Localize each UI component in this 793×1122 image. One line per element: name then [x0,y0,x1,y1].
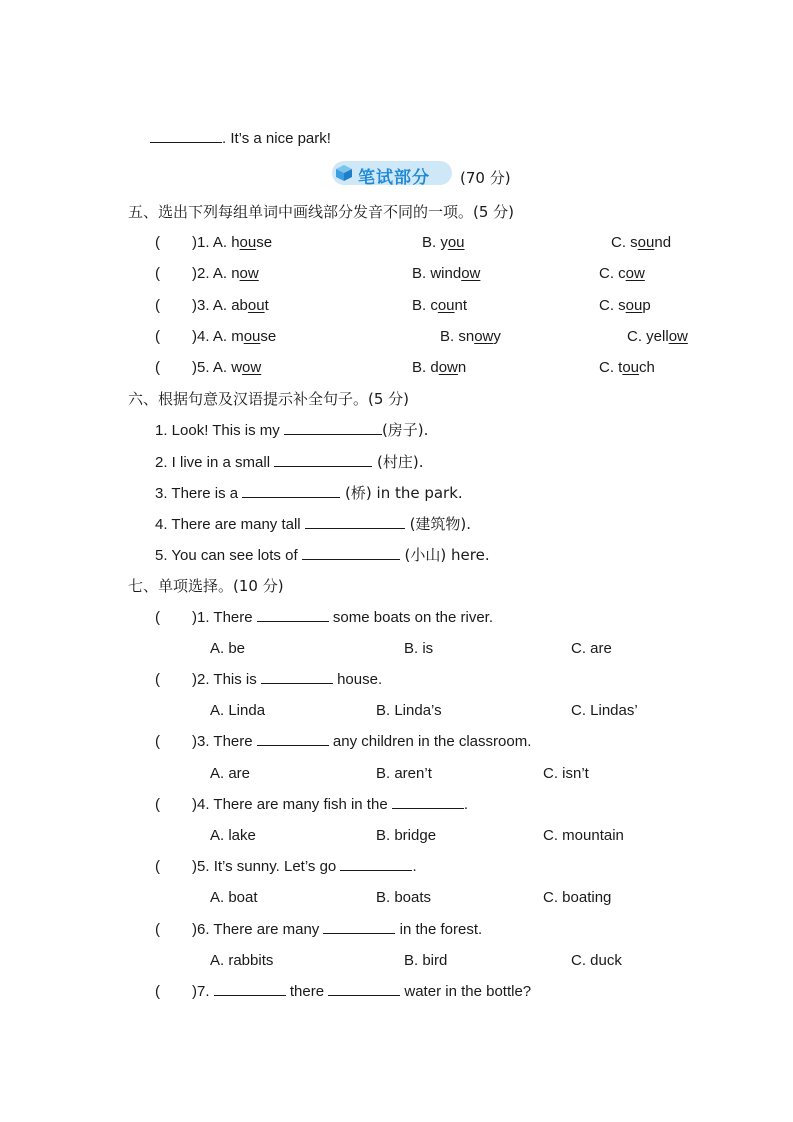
fill-sentence: 1. Look! This is my (房子). [155,421,429,439]
question-stem: )6. There are many in the forest. [192,921,483,938]
answer-blank[interactable] [323,921,395,934]
section-banner [332,161,452,188]
option-c: C. duck [571,952,622,969]
question-stem: )7. there water in the bottle? [192,983,532,1000]
option-a: A. be [210,640,246,657]
answer-paren[interactable]: ( [155,671,160,688]
question-stem: )4. There are many fish in the . [192,796,468,813]
cube-icon [334,164,354,182]
option-a: A. are [210,765,251,782]
answer-paren[interactable]: ( [155,609,160,626]
question-stem: )5. It’s sunny. Let’s go . [192,858,417,875]
option-a: A. lake [210,827,256,844]
option-b: B. Linda’s [376,702,442,719]
fill-sentence: 3. There is a (桥) in the park. [155,484,463,502]
option-c: C. cow [599,265,645,282]
answer-blank[interactable] [328,983,400,996]
option-c: C. soup [599,297,651,314]
option-a: A. Linda [210,702,266,719]
question-stem: )3. There any children in the classroom. [192,733,532,750]
option-c: C. boating [543,889,612,906]
answer-paren[interactable]: ( [155,921,160,938]
option-b: B. window [412,265,481,282]
fill-sentence: 4. There are many tall (建筑物). [155,515,472,533]
option-c: C. Lindas’ [571,702,638,719]
section-5-title: 五、选出下列每组单词中画线部分发音不同的一项。(5 分) [128,203,515,221]
option-c: C. sound [611,234,672,251]
option-b: B. snowy [440,328,501,345]
question-item: )2. A. now [192,265,259,282]
answer-paren[interactable]: ( [155,265,160,282]
option-c: C. are [571,640,612,657]
option-c: C. mountain [543,827,624,844]
answer-blank[interactable] [242,485,340,498]
option-b: B. aren’t [376,765,432,782]
answer-paren[interactable]: ( [155,796,160,813]
option-a: A. boat [210,889,258,906]
answer-blank[interactable] [302,547,400,560]
answer-paren[interactable]: ( [155,234,160,251]
answer-paren[interactable]: ( [155,858,160,875]
question-item: )5. A. wow [192,359,262,376]
option-b: B. down [412,359,467,376]
option-b: B. bridge [376,827,437,844]
answer-blank[interactable] [305,516,405,529]
answer-blank[interactable] [257,609,329,622]
intro-line: . It’s a nice park! [150,130,331,148]
option-b: B. bird [404,952,448,969]
answer-blank[interactable] [214,983,286,996]
question-item: )3. A. about [192,297,269,314]
option-c: C. touch [599,359,655,376]
question-item: )4. A. mouse [192,328,277,345]
banner-score: (70 分) [460,169,511,187]
answer-blank[interactable] [340,858,412,871]
answer-paren[interactable]: ( [155,328,160,345]
question-stem: )1. There some boats on the river. [192,609,494,626]
option-b: B. boats [376,889,432,906]
answer-blank[interactable] [261,671,333,684]
answer-blank[interactable] [392,796,464,809]
question-item: )1. A. house [192,234,273,251]
answer-blank[interactable] [150,130,222,143]
answer-blank[interactable] [257,733,329,746]
section-6-title: 六、根据句意及汉语提示补全句子。(5 分) [128,390,410,408]
section-7-title: 七、单项选择。(10 分) [128,577,284,595]
option-c: C. isn’t [543,765,589,782]
option-b: B. you [422,234,465,251]
fill-sentence: 5. You can see lots of (小山) here. [155,546,490,564]
option-a: A. rabbits [210,952,274,969]
answer-paren[interactable]: ( [155,983,160,1000]
option-b: B. count [412,297,468,314]
question-stem: )2. This is house. [192,671,383,688]
banner-title: 笔试部分 [358,168,430,188]
answer-paren[interactable]: ( [155,733,160,750]
option-c: C. yellow [627,328,688,345]
option-b: B. is [404,640,434,657]
answer-paren[interactable]: ( [155,297,160,314]
answer-paren[interactable]: ( [155,359,160,376]
answer-blank[interactable] [274,454,372,467]
answer-blank[interactable] [284,422,382,435]
fill-sentence: 2. I live in a small (村庄). [155,453,424,471]
